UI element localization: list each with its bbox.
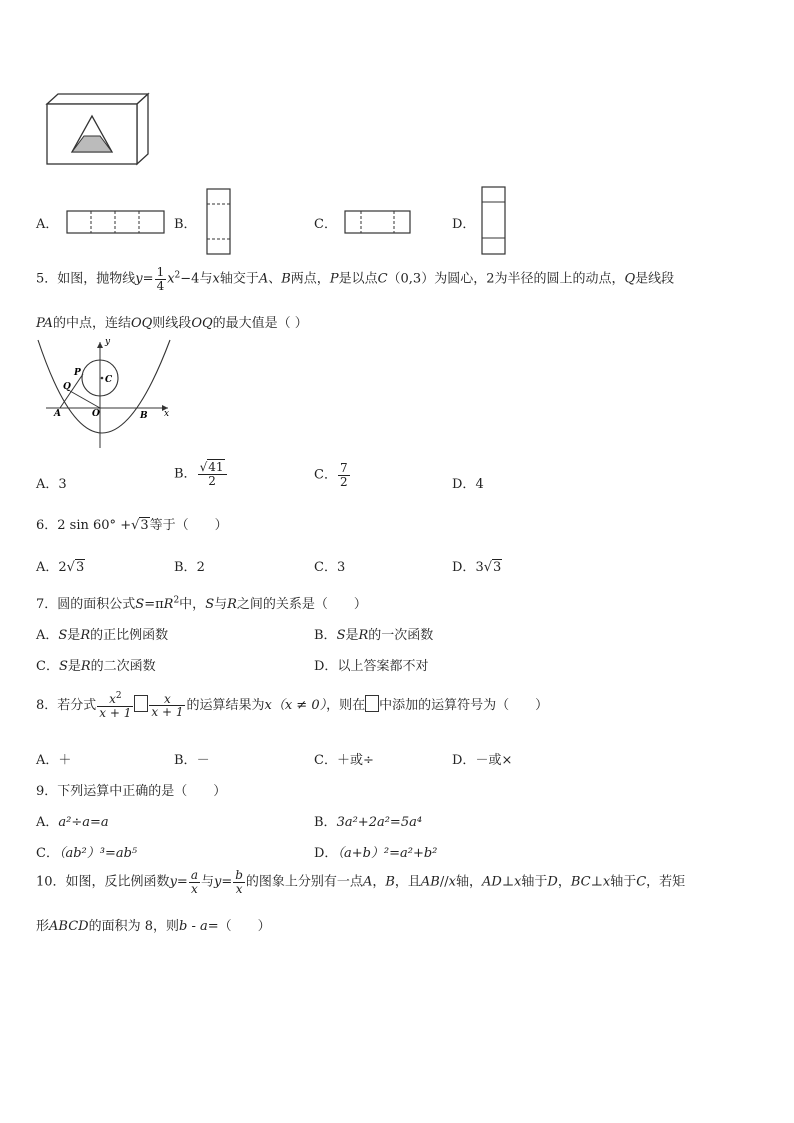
svg-text:P: P [74,368,81,378]
q10-stem-line1: 10．如图，反比例函数y= $\frac{a}{x}$ 与y= $\frac{b}{x}$ 的图象上分别有一点A，B，且AB//x轴，AD⊥x轴于D，BC⊥x轴于C，若矩 [36,868,686,896]
svg-text:O: O [92,409,100,419]
q8-option-d[interactable]: D．－或× [452,753,513,768]
option-letter: B． [174,217,197,232]
svg-text:Q: Q [63,382,71,392]
q9-option-a[interactable]: A．a²÷a=a [36,815,109,830]
q5-stem-line2: PA的中点，连结OQ则线段OQ的最大值是（ ） [36,316,308,331]
operator-box [365,695,379,712]
q7-option-d[interactable]: D．以上答案都不对 [314,659,429,674]
q10-stem-line2: 形ABCD的面积为 8，则b - a=（ ） [36,919,271,934]
q9-option-c[interactable]: C．（ab²）³=ab⁵ [36,846,138,861]
q4-option-c[interactable] [314,213,337,232]
q4-option-b[interactable] [174,213,197,232]
q9-option-b[interactable]: B．3a²+2a²=5a⁴ [314,815,423,830]
option-letter: C． [314,217,337,232]
q7-option-a[interactable]: A．S是R的正比例函数 [36,628,169,643]
fraction: $\frac{√41}{2}$ [198,461,227,487]
svg-text:y: y [105,337,111,347]
fraction: $\frac{7}{2}$ [339,461,348,489]
q7-stem: 7．圆的面积公式$S=\pi R^2$中，S与R之间的关系是（ ） [36,595,367,612]
q9-stem: 9．下列运算中正确的是（ ） [36,784,227,799]
svg-text:B: B [140,411,148,421]
q6-option-c[interactable]: C．3 [314,560,346,575]
q4-option-a-figure [66,209,166,235]
q5-option-a[interactable]: A．3 [36,477,67,492]
q6-option-a[interactable]: A．2√3 [36,560,85,575]
q5-option-c[interactable]: C． $\frac{7}{2}$ [314,461,348,489]
q4-option-c-figure [344,209,412,235]
svg-text:A: A [54,409,61,419]
q4-option-b-figure [205,188,233,256]
q7-option-b[interactable]: B．S是R的一次函数 [314,628,434,643]
q8-option-a[interactable]: A．＋ [36,753,72,768]
q8-option-b[interactable]: B．－ [174,753,210,768]
q5-parabola-graph [36,336,176,452]
fraction: $\frac{a}{x}$ [190,868,198,896]
q8-option-c[interactable]: C．＋或÷ [314,753,374,768]
option-letter: A． [36,217,59,232]
operator-box [134,695,148,712]
fraction: $\frac{x^2}{x + 1}$ [99,691,132,720]
fraction: $\frac{1}{4}$ [156,265,165,293]
q5-stem-line1: 5．如图，抛物线y= $\frac{1}{4}$ $x^2-4$与x轴交于A、B两点，P是以点C（0,3）为圆心，2为半径的圆上的动点，Q是线段 [36,265,675,293]
box-figure [44,92,152,168]
q4-option-a[interactable] [36,213,58,232]
option-letter: D． [452,217,476,232]
q4-option-d[interactable] [452,213,475,232]
q5-option-d[interactable]: D．4 [452,477,484,492]
q6-stem: 6．2 sin 60° +√3等于（ ） [36,518,228,533]
svg-text:C: C [105,375,113,385]
q7-option-c[interactable]: C．S是R的二次函数 [36,659,156,674]
q9-option-d[interactable]: D．（a+b）²=a²+b² [314,846,438,861]
fraction: $\frac{b}{x}$ [235,868,243,896]
q6-option-b[interactable]: B．2 [174,560,205,575]
svg-text:x: x [164,409,170,419]
fraction: $\frac{x}{x + 1}$ [151,691,184,720]
q4-option-d-figure [480,186,508,256]
q8-stem: 8．若分式 $\frac{x^2}{x + 1}$ $\frac{x}{x + 1}$ 的运算结果为x（x ≠ 0），则在 中添加的运算符号为（ ） [36,691,549,720]
q6-option-d[interactable]: D．3√3 [452,560,502,575]
q5-option-b[interactable]: B． $\frac{√41}{2}$ [174,461,228,487]
